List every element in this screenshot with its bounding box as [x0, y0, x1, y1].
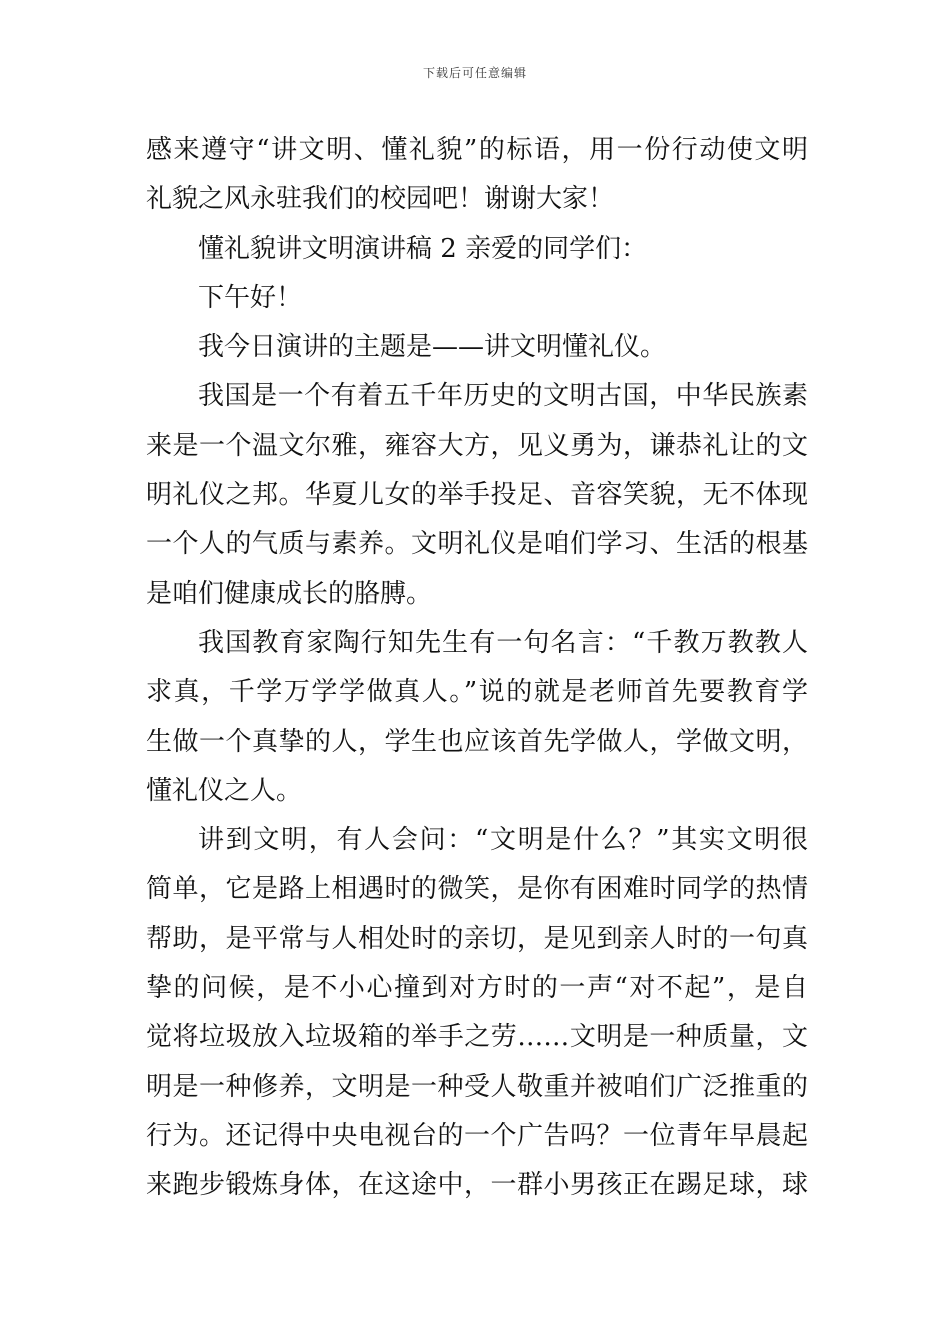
text-line: 简单，它是路上相遇时的微笑，是你有困难时同学的热情: [146, 874, 808, 905]
text-line: 讲到文明，有人会问：“文明是什么？”其实文明很: [198, 825, 808, 856]
text-line: 帮助，是平常与人相处时的亲切，是见到亲人时的一句真: [146, 923, 808, 954]
text-line: 求真，千学万学学做真人。”说的就是老师首先要教育学: [146, 677, 808, 708]
text-line: 礼貌之风永驻我们的校园吧！谢谢大家！: [146, 184, 615, 215]
text-line: 来是一个温文尔雅，雍容大方，见义勇为，谦恭礼让的文: [146, 430, 808, 461]
text-line: 来跑步锻炼身体，在这途中，一群小男孩正在踢足球，球: [146, 1170, 808, 1201]
text-line: 明是一种修养，文明是一种受人敬重并被咱们广泛推重的: [146, 1071, 808, 1102]
text-line: 我国教育家陶行知先生有一句名言：“千教万教教人: [198, 627, 808, 658]
text-line: 挚的问候，是不小心撞到对方时的一声“对不起”，是自: [146, 973, 808, 1004]
text-line: 懂礼仪之人。: [146, 775, 303, 806]
text-line: 我今日演讲的主题是——讲文明懂礼仪。: [198, 332, 667, 363]
text-line: 生做一个真挚的人，学生也应该首先学做人，学做文明，: [146, 726, 808, 757]
text-line: 我国是一个有着五千年历史的文明古国，中华民族素: [198, 381, 808, 412]
page-header: 下载后可任意编辑: [422, 66, 527, 80]
text-line: 感来遵守“讲文明、懂礼貌”的标语，用一份行动使文明: [146, 135, 808, 165]
text-line: 懂礼貌讲文明演讲稿 2 亲爱的同学们：: [198, 233, 648, 264]
text-line: 觉将垃圾放入垃圾箱的举手之劳……文明是一种质量，文: [146, 1022, 808, 1053]
text-line: 明礼仪之邦。华夏儿女的举手投足、音容笑貌，无不体现: [146, 480, 808, 511]
body-text: [146, 126, 808, 1211]
text-line: 下午好！: [198, 282, 303, 313]
text-line: 是咱们健康成长的胳膊。: [146, 578, 433, 609]
text-line: 行为。还记得中央电视台的一个广告吗？一位青年早晨起: [146, 1120, 808, 1151]
text-line: 一个人的气质与素养。文明礼仪是咱们学习、生活的根基: [146, 529, 808, 560]
